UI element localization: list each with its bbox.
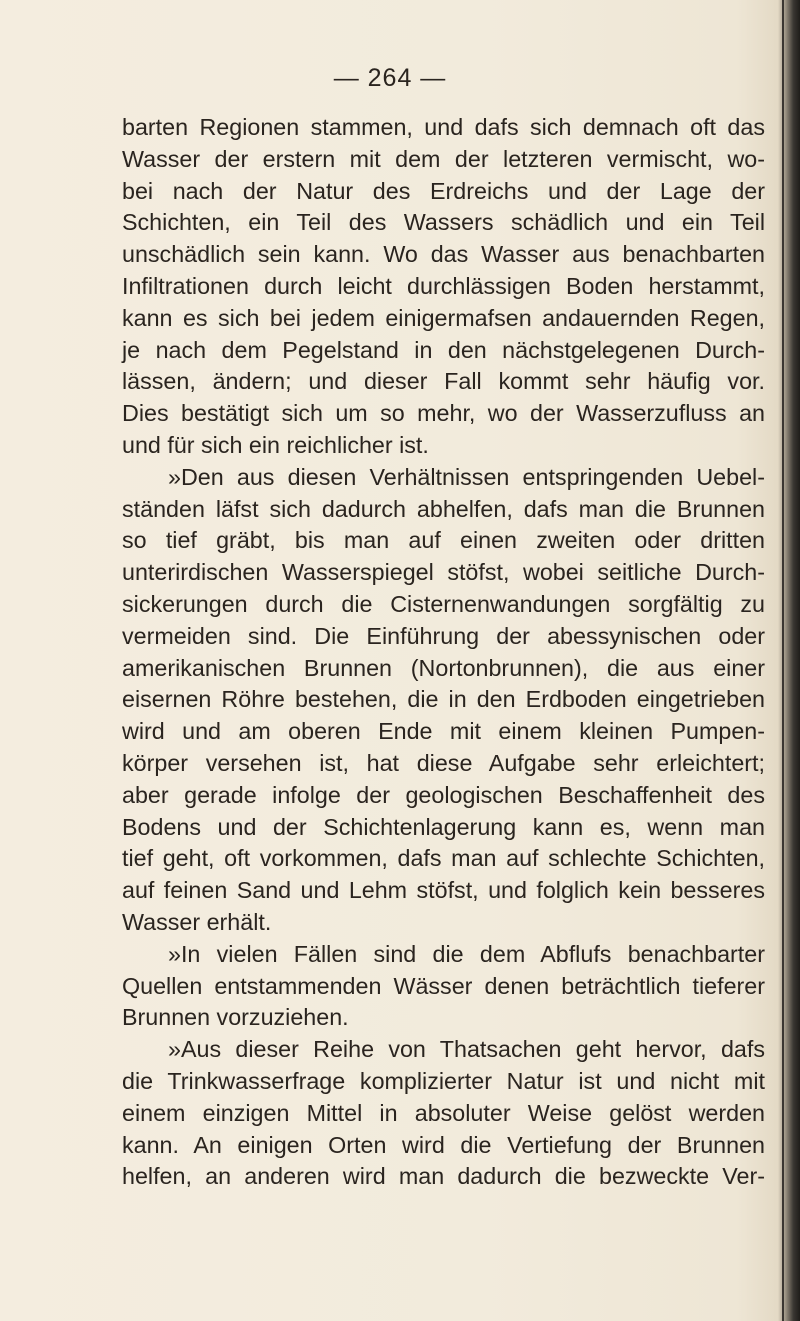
text-line: und für sich ein reichlicher ist. bbox=[122, 431, 429, 458]
text-line: tief geht, oft vorkommen, dafs man auf schlechte Schichten, bbox=[122, 845, 765, 872]
text-line: aber gerade infolge der geologischen Beschaffenheit des bbox=[122, 781, 765, 808]
text-line: Brunnen vorzuziehen. bbox=[122, 1004, 349, 1031]
text-line: Schichten, ein Teil des Wassers schädlich und ein Teil bbox=[122, 209, 765, 236]
text-line: barten Regionen stammen, und dafs sich demnach oft das bbox=[122, 114, 765, 140]
book-binding-edge bbox=[782, 0, 784, 1321]
text-line: auf feinen Sand und Lehm stöfst, und folglich kein besseres bbox=[122, 877, 765, 904]
paragraph-3 bbox=[122, 939, 765, 1034]
text-line: eisernen Röhre bestehen, die in den Erdboden eingetrieben bbox=[122, 686, 765, 713]
page-number: — 264 — bbox=[333, 64, 447, 92]
text-line: körper versehen ist, hat diese Aufgabe sehr erleichtert; bbox=[122, 749, 765, 776]
text-line: Wasser erhält. bbox=[122, 908, 272, 935]
text-line: wird und am oberen Ende mit einem kleinen Pumpen- bbox=[122, 718, 765, 745]
text-line: Infiltrationen durch leicht durchlässigen Boden herstammt, bbox=[122, 272, 765, 299]
text-line: vermeiden sind. Die Einführung der abessynischen oder bbox=[122, 622, 765, 649]
paragraph-2 bbox=[122, 462, 765, 939]
text-line: amerikanischen Brunnen (Nortonbrunnen), die aus einer bbox=[122, 654, 765, 681]
text-line: kann es sich bei jedem einigermafsen andauernden Regen, bbox=[122, 304, 765, 331]
text-line: unschädlich sein kann. Wo das Wasser aus benachbarten bbox=[122, 241, 765, 268]
text-line: bei nach der Natur des Erdreichs und der Lage der bbox=[122, 177, 765, 204]
text-line: die Trinkwasserfrage komplizierter Natur ist und nicht mit bbox=[122, 1067, 765, 1094]
paragraph-4 bbox=[122, 1034, 765, 1193]
body-text bbox=[122, 112, 765, 1193]
text-line: unterirdischen Wasserspiegel stöfst, wobei seitliche Durch- bbox=[122, 559, 765, 586]
text-line: kann. An einigen Orten wird die Vertiefung der Brunnen bbox=[122, 1131, 765, 1158]
text-line: je nach dem Pegelstand in den nächstgelegenen Durch- bbox=[122, 336, 765, 363]
text-line: Wasser der erstern mit dem der letzteren vermischt, wo- bbox=[122, 145, 765, 172]
text-line: einem einzigen Mittel in absoluter Weise gelöst werden bbox=[122, 1099, 765, 1126]
text-line: Quellen entstammenden Wässer denen beträchtlich tieferer bbox=[122, 972, 765, 999]
text-line: so tief gräbt, bis man auf einen zweiten oder dritten bbox=[122, 527, 765, 554]
text-line: ständen läfst sich dadurch abhelfen, dafs man die Brunnen bbox=[122, 495, 765, 522]
text-line: »Aus dieser Reihe von Thatsachen geht hervor, dafs bbox=[168, 1036, 765, 1063]
text-line: lässen, ändern; und dieser Fall kommt sehr häufig vor. bbox=[122, 368, 765, 395]
paragraph-1 bbox=[122, 112, 765, 462]
text-line: »In vielen Fällen sind die dem Abflufs benachbarter bbox=[168, 940, 765, 967]
text-line: sickerungen durch die Cisternenwandungen sorgfältig zu bbox=[122, 590, 765, 617]
text-line: Dies bestätigt sich um so mehr, wo der Wasserzufluss an bbox=[122, 400, 765, 427]
text-line: Bodens und der Schichtenlagerung kann es, wenn man bbox=[122, 813, 765, 840]
text-line: »Den aus diesen Verhältnissen entspringenden Uebel- bbox=[168, 463, 765, 490]
text-line: helfen, an anderen wird man dadurch die bezweckte Ver- bbox=[122, 1163, 765, 1190]
